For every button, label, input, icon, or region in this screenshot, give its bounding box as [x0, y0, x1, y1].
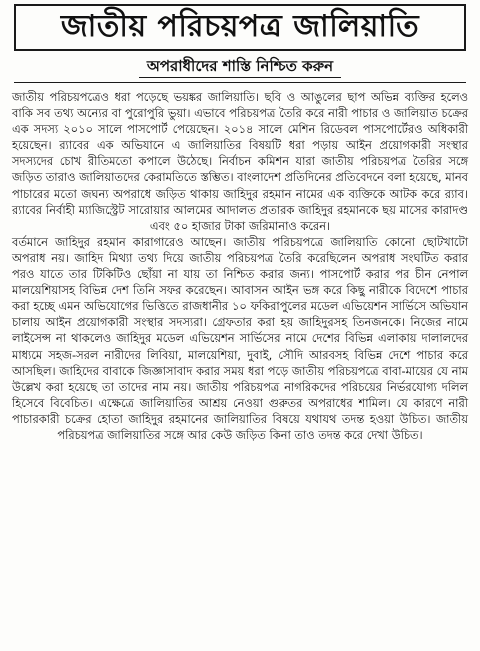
headline-subtitle: অপরাধীদের শাস্তি নিশ্চিত করুন: [139, 55, 341, 78]
article-paragraph: জাতীয় পরিচয়পত্রেও ধরা পড়েছে ভয়ঙ্কর জালিয়াতি। ছবি ও আঙুলের ছাপ অভিন্ন ব্যক্তির হলেও বাকি সব তথ্য অন্যের বা পুরোপুরি ভুয়া। এভাবে পরিচয়পত্র তৈরি করে নারী পাচার ও জালিয়াত চক্রের এক সদস্য ২০১০ সালে পাসপোর্ট পেয়েছেন। ২০১৪ সালে মেশিন রিডেবল পাসপোর্টেরও অধিকারী হয়েছেন। র‍্যাবের এক অভিযানে এ জালিয়াতির বিষয়টি ধরা পড়ায় আইন প্রয়োগকারী সংস্থার সদস্যদের চোখ রীতিমতো কপালে উঠেছে। নির্বাচন কমিশন যারা জাতীয় পরিচয়পত্র তৈরির সঙ্গে জড়িত তারাও জালিয়াতদের কেরামতিতে স্তম্ভিত। বাংলাদেশ প্রতিদিনের প্রতিবেদনে বলা হয়েছে, মানব পাচারের মতো জঘন্য অপরাধে জড়িত থাকায় জাহিদুর রহমান নামের এক ব্যক্তিকে আটক করে র‍্যাব। র‍্যাবের নির্বাহী ম্যাজিস্ট্রেট সারোয়ার আলমের আদালত প্রতারক জাহিদুর রহমানকে ছয় মাসের কারাদণ্ড এবং ৫০ হাজার টাকা জরিমানাও করেন।: [12, 90, 468, 233]
divider-line: [14, 82, 466, 83]
headline-box: [14, 4, 466, 51]
subheadline-wrapper: [10, 55, 470, 78]
article-body: [12, 89, 468, 443]
article-paragraph: বর্তমানে জাহিদুর রহমান কারাগারেও আছেন। জাতীয় পরিচয়পত্রে জালিয়াতি কোনো ছোটখাটো অপরাধ নয়। জাহিদ মিথ্যা তথ্য দিয়ে জাতীয় পরিচয়পত্র তৈরি করেছিলেন অপরাধ সংঘটিত করার পরও যাতে তার টিকিটিও ছোঁয়া না যায় তা নিশ্চিত করার জন্য। পাসপোর্ট করার পর চীন নেপাল মালয়েশিয়াসহ বিভিন্ন দেশ তিনি সফর করেছেন। আবাসন আইন ভঙ্গ করে কিছু নারীকে বিদেশে পাচার করা হচ্ছে এমন অভিযোগের ভিত্তিতে রাজধানীর ১০ ফকিরাপুলের মডেল এভিয়েশন সার্ভিসে অভিযান চালায় আইন প্রয়োগকারী সংস্থার সদস্যরা। গ্রেফতার করা হয় জাহিদুরসহ তিনজনকে। নিজের নামে লাইসেন্স না থাকলেও জাহিদুর মডেল এভিয়েশন সার্ভিসের নামে দেশের বিভিন্ন এলাকায় দালালদের মাধ্যমে সহজ-সরল নারীদের লিবিয়া, মালয়েশিয়া, দুবাই, সৌদি আরবসহ বিভিন্ন দেশে পাচার করে আসছিল। জাহিদের বাবাকে জিজ্ঞাসাবাদ করার সময় ধরা পড়ে জাতীয় পরিচয়পত্রে বাবা-মায়ের যে নাম উল্লেখ করা হয়েছে তা তাদের নাম নয়। জাতীয় পরিচয়পত্র নাগরিকদের পরিচয়ের নির্ভরযোগ্য দলিল হিসেবে বিবেচিত। এক্ষেত্রে জালিয়াতির আশ্রয় নেওয়া গুরুতর অপরাধের শামিল। যে কারণে নারী পাচারকারী চক্রের হোতা জাহিদুর রহমানের জালিয়াতির বিষয়ে যথাযথ তদন্ত হওয়া উচিত। জাতীয় পরিচয়পত্র জালিয়াতির সঙ্গে আর কেউ জড়িত কিনা তাও তদন্ত করে দেখা উচিত।: [12, 234, 468, 442]
headline-title: জাতীয় পরিচয়পত্র জালিয়াতি: [60, 9, 420, 44]
